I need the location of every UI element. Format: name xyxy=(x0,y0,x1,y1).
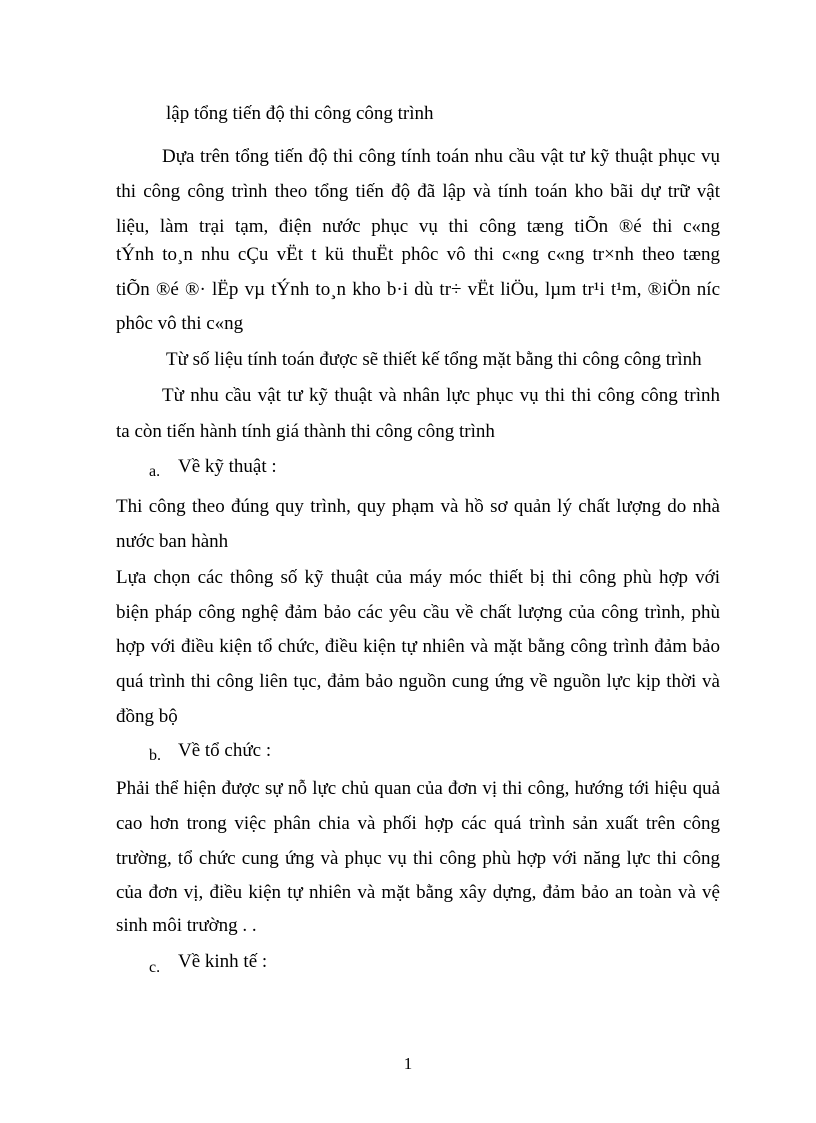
list-marker-a: a. xyxy=(149,463,161,480)
list-marker-b: b. xyxy=(149,747,161,764)
page-number: 1 xyxy=(403,1054,413,1073)
text-line: biện pháp công nghệ đảm bảo các yêu cầu về chất lượng của công trình, phù xyxy=(116,602,720,623)
text-line: của đơn vị, điều kiện tự nhiên và mặt bằng xây dựng, đảm bảo an toàn và vệ xyxy=(116,882,720,903)
text-line: cao hơn trong việc phân chia và phối hợp các quá trình sản xuất trên công xyxy=(116,813,720,834)
text-line: Lựa chọn các thông số kỹ thuật của máy móc thiết bị thi công phù hợp với xyxy=(116,567,720,588)
text-line: sinh môi trường . . xyxy=(116,915,257,936)
text-line: tÝnh to¸n nhu cÇu vËt t kü thuËt phôc vô thi c«ng c«ng tr×nh theo tæng xyxy=(116,244,720,265)
section-heading-economic: Về kinh tế : xyxy=(178,951,268,972)
text-line: Phải thể hiện được sự nỗ lực chủ quan của đơn vị thi công, hướng tới hiệu quả xyxy=(116,778,720,799)
text-line: Dựa trên tổng tiến độ thi công tính toán nhu cầu vật tư kỹ thuật phục vụ xyxy=(162,146,720,167)
text-line: trường, tổ chức cung ứng và phục vụ thi công phù hợp với năng lực thi công xyxy=(116,848,720,869)
text-line: đồng bộ xyxy=(116,706,178,727)
text-line: nước ban hành xyxy=(116,531,229,552)
text-line: liệu, làm trại tạm, điện nước phục vụ thi công tæng tiÕn ®é thi c«ng xyxy=(116,216,720,237)
text-line: quá trình thi công liên tục, đảm bảo nguồn cung ứng về nguồn lực kịp thời và xyxy=(116,671,720,692)
text-line: Từ nhu cầu vật tư kỹ thuật và nhân lực phục vụ thi thi công công trình xyxy=(162,385,720,406)
text-line: phôc vô thi c«ng xyxy=(116,313,244,334)
text-line: Thi công theo đúng quy trình, quy phạm và hồ sơ quản lý chất lượng do nhà xyxy=(116,496,720,517)
text-line: hợp với điều kiện tổ chức, điều kiện tự nhiên và mặt bằng công trình đảm bảo xyxy=(116,636,720,657)
text-line: thi công công trình theo tổng tiến độ đã lập và tính toán kho bãi dự trữ vật xyxy=(116,181,720,202)
list-marker-c: c. xyxy=(149,959,161,976)
text-line: lập tổng tiến độ thi công công trình xyxy=(166,103,434,124)
section-heading-organization: Về tổ chức : xyxy=(178,740,272,761)
text-line: ta còn tiến hành tính giá thành thi công công trình xyxy=(116,421,495,442)
section-heading-technical: Về kỹ thuật : xyxy=(178,456,277,477)
text-line: Từ số liệu tính toán được sẽ thiết kế tổng mặt bằng thi công công trình xyxy=(166,349,702,370)
text-line: tiÕn ®é ®· lËp vµ tÝnh to¸n kho b·i dù tr÷ vËt liÖu, lµm tr¹i t¹m, ®iÖn níc xyxy=(116,279,720,300)
